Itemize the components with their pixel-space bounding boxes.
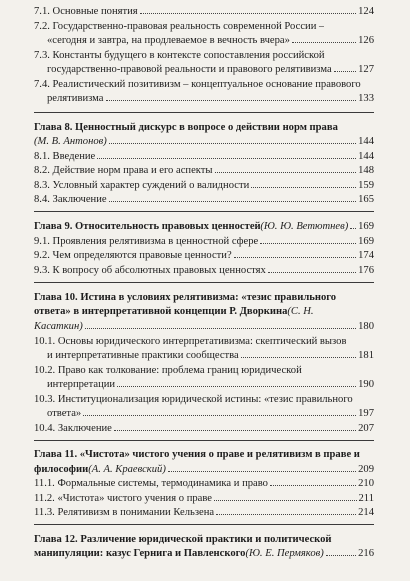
toc-entry: «сегодня и завтра, на продлеваемое в вечность вчера» 126: [47, 35, 374, 46]
toc-entry: 10.4. Заключение 207: [34, 423, 374, 434]
toc-entry: 7.2. Государственно-правовая реальность современной России –: [34, 21, 325, 32]
chapter-title: Касаткин) 180: [34, 321, 374, 332]
chapter-title: манипуляции: казус Гернига и Павленского (Ю. Е. Пермяков) 216: [34, 548, 374, 559]
toc-entry: 11.1. Формальные системы, термодинамика и право 210: [34, 478, 374, 489]
toc-entry: государственно-правовой реальности и правового релятивизма 127: [47, 64, 374, 75]
toc-entry: 7.3. Константы будущего в контексте сопоставления российской: [34, 50, 325, 61]
chapter-title: философии (А. А. Краевский) 209: [34, 464, 374, 475]
toc-entry: 11.3. Релятивизм в понимании Кельзена 214: [34, 507, 374, 518]
divider: [34, 112, 374, 113]
toc-entry: 9.2. Чем определяются правовые ценности? 174: [34, 250, 374, 261]
toc-entry: и интерпретативные практики сообщества 181: [47, 350, 374, 361]
toc-entry: 8.2. Действие норм права и его аспекты 148: [34, 165, 374, 176]
divider: [34, 524, 374, 525]
toc-entry: 11.2. «Чистота» чистого учения о праве 211: [34, 493, 374, 504]
toc-entry: 10.1. Основы юридического интерпретативизма: скептический вызов: [34, 336, 347, 347]
toc-entry: 8.4. Заключение 165: [34, 194, 374, 205]
toc-entry: 8.1. Введение 144: [34, 151, 374, 162]
toc-entry: релятивизма 133: [47, 93, 374, 104]
divider: [34, 211, 374, 212]
toc-entry: 7.1. Основные понятия 124: [34, 6, 374, 17]
toc-entry: 9.1. Проявления релятивизма в ценностной сфере 169: [34, 236, 374, 247]
chapter-title: Глава 12. Различение юридической практики и политической: [34, 534, 332, 545]
chapter-title: Глава 11. «Чистота» чистого учения о праве и релятивизм в праве и: [34, 449, 360, 460]
chapter-title: Глава 9. Относительность правовых ценностей (Ю. Ю. Ветютнев) 169: [34, 221, 374, 232]
toc-entry: интерпретации 190: [47, 379, 374, 390]
toc-entry: 10.3. Институционализация юридической истины: «тезис правильного: [34, 394, 353, 405]
chapter-title: (М. В. Антонов) 144: [34, 136, 374, 147]
toc-entry: 9.3. К вопросу об абсолютных правовых ценностях 176: [34, 265, 374, 276]
divider: [34, 440, 374, 441]
chapter-title: Глава 10. Истина в условиях релятивизма: «тезис правильного: [34, 292, 337, 303]
toc-entry: 7.4. Реалистический позитивизм – концептуальное основание правового: [34, 79, 361, 90]
toc-entry: 8.3. Условный характер суждений о валидности 159: [34, 180, 374, 191]
toc-entry: 10.2. Право как толкование: проблема границ юридической: [34, 365, 302, 376]
chapter-title: Глава 8. Ценностный дискурс в вопросе о действии норм права: [34, 122, 338, 133]
toc-entry: ответа» 197: [47, 408, 374, 419]
chapter-title: ответа» в интерпретативной концепции Р. Дворкина (С. Н.: [34, 306, 314, 317]
divider: [34, 282, 374, 283]
